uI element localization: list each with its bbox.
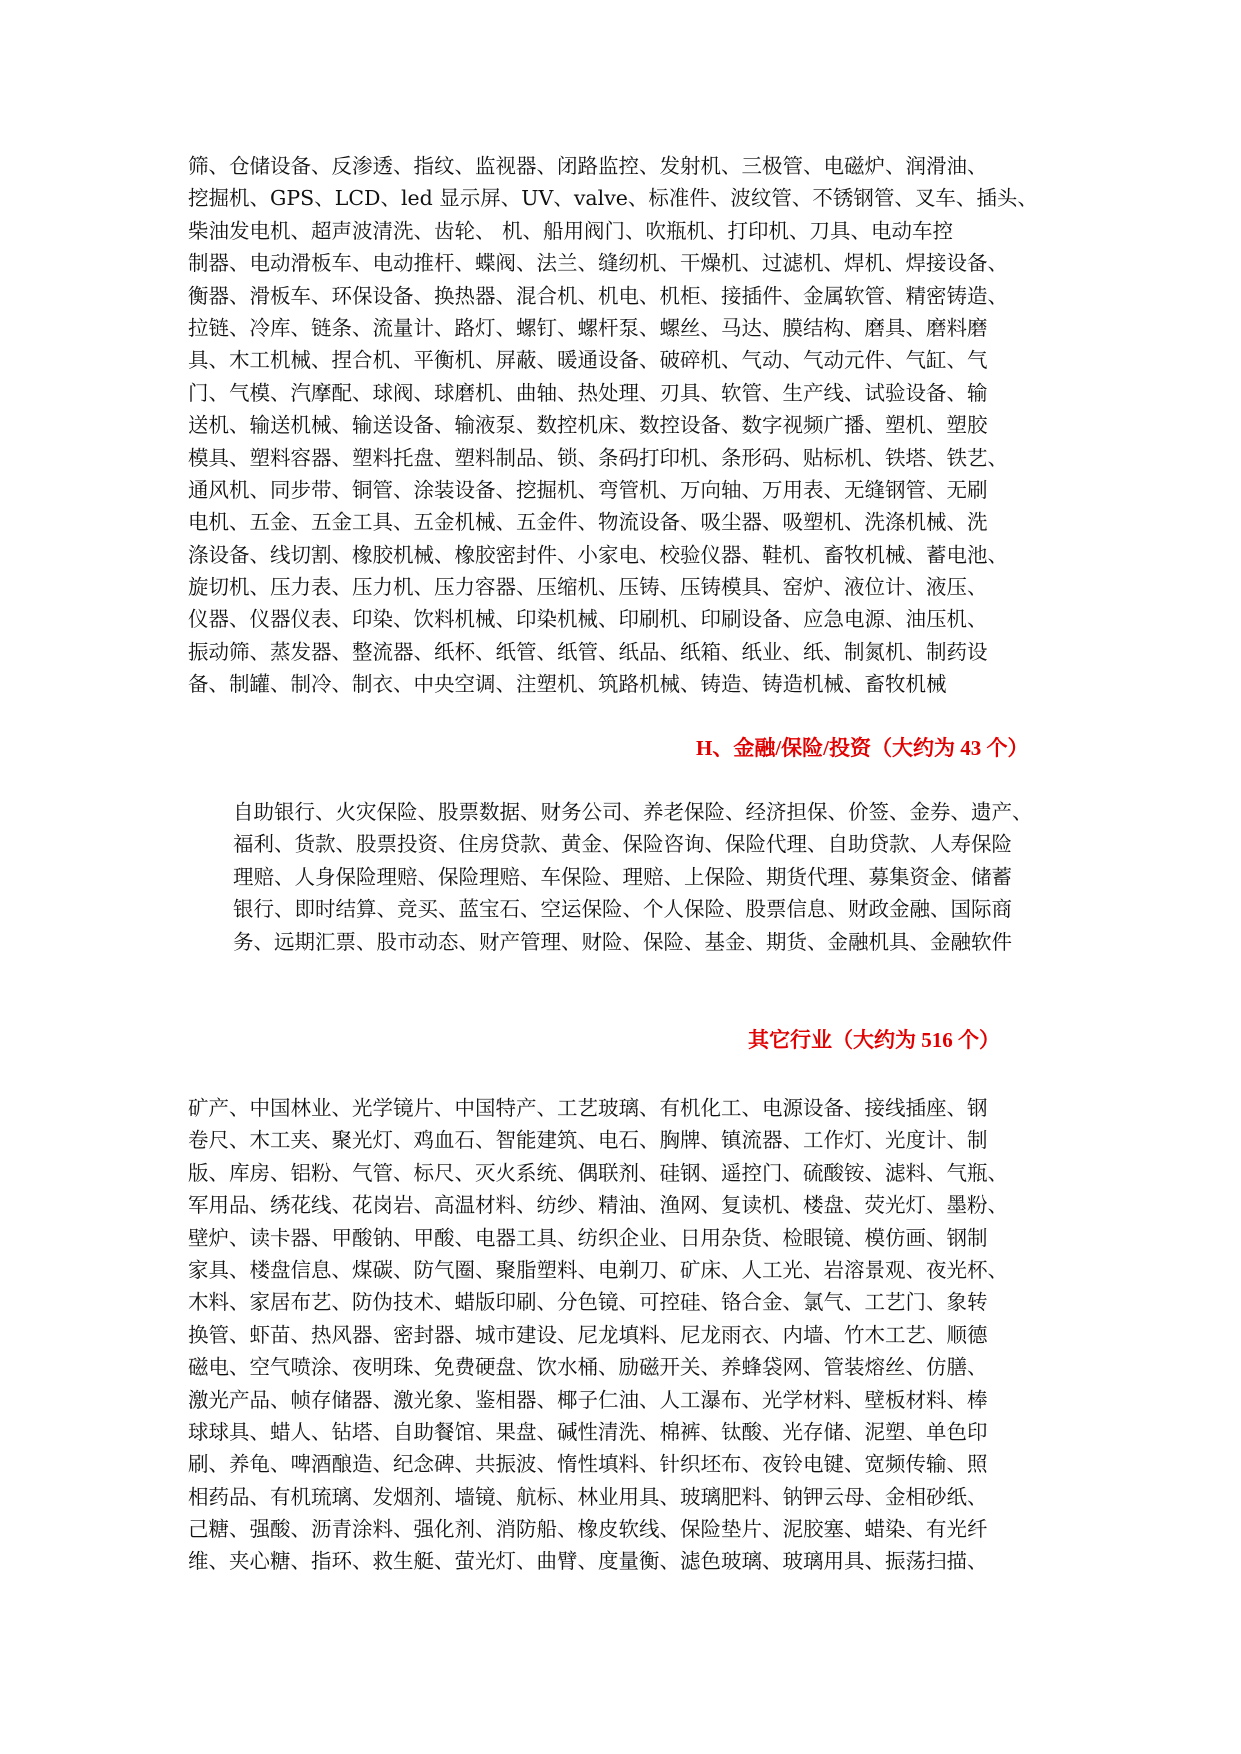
text-line: 门、气模、汽摩配、球阀、球磨机、曲轴、热处理、刃具、软管、生产线、试验设备、输 bbox=[188, 380, 988, 405]
text-line: 己糖、强酸、沥青涂料、强化剂、消防船、橡皮软线、保险垫片、泥胶塞、蜡染、有光纤 bbox=[188, 1517, 988, 1542]
text-line: 自助银行、火灾保险、股票数据、财务公司、养老保险、经济担保、价签、金券、遗产、 bbox=[233, 800, 1033, 824]
text-line: 拉链、冷库、链条、流量计、路灯、螺钉、螺杆泵、螺丝、马达、膜结构、磨具、磨料磨 bbox=[188, 315, 988, 340]
text-line: 理赔、人身保险理赔、保险理赔、车保险、理赔、上保险、期货代理、募集资金、储蓄 bbox=[233, 864, 1012, 889]
text-line: 涤设备、线切割、橡胶机械、橡胶密封件、小家电、校验仪器、鞋机、畜牧机械、蓄电池、 bbox=[188, 542, 1008, 567]
text-line: 壁炉、读卡器、甲酸钠、甲酸、电器工具、纺织企业、日用杂货、检眼镜、模仿画、钢制 bbox=[188, 1225, 988, 1250]
finance-section-heading: H、金融/保险/投资（大约为 43 个） bbox=[696, 736, 1029, 760]
text-line: 旋切机、压力表、压力机、压力容器、压缩机、压铸、压铸模具、窑炉、液位计、液压、 bbox=[188, 575, 988, 600]
text-line: 换管、虾苗、热风器、密封器、城市建设、尼龙填料、尼龙雨衣、内墙、竹木工艺、顺德 bbox=[188, 1322, 988, 1347]
text-line: 相药品、有机琉璃、发烟剂、墙镜、航标、林业用具、玻璃肥料、钠钾云母、金相砂纸、 bbox=[188, 1484, 988, 1509]
finance-paragraph bbox=[233, 796, 1063, 958]
text-line: 模具、塑料容器、塑料托盘、塑料制品、锁、条码打印机、条形码、贴标机、铁塔、铁艺、 bbox=[188, 445, 1008, 470]
text-line: 卷尺、木工夹、聚光灯、鸡血石、智能建筑、电石、胸牌、镇流器、工作灯、光度计、制 bbox=[188, 1128, 988, 1153]
text-line: 军用品、绣花线、花岗岩、高温材料、纺纱、精油、渔网、复读机、楼盘、荧光灯、墨粉、 bbox=[188, 1193, 1008, 1218]
text-line: 仪器、仪器仪表、印染、饮料机械、印染机械、印刷机、印刷设备、应急电源、油压机、 bbox=[188, 607, 988, 632]
text-line: 备、制罐、制冷、制衣、中央空调、注塑机、筑路机械、铸造、铸造机械、畜牧机械 bbox=[188, 672, 947, 697]
text-line: 木料、家居布艺、防伪技术、蜡版印刷、分色镜、可控硅、铬合金、氯气、工艺门、象转 bbox=[188, 1290, 988, 1315]
text-line: 制器、电动滑板车、电动推杆、蝶阀、法兰、缝纫机、干燥机、过滤机、焊机、焊接设备、 bbox=[188, 251, 1008, 276]
text-line: 激光产品、帧存储器、激光象、鉴相器、椰子仁油、人工瀑布、光学材料、壁板材料、棒 bbox=[188, 1387, 988, 1412]
text-line: 磁电、空气喷涂、夜明珠、免费硬盘、饮水桶、励磁开关、养蜂袋网、管装熔丝、仿膳、 bbox=[188, 1355, 988, 1380]
text-line: 球球具、蜡人、钻塔、自助餐馆、果盘、碱性清洗、棉裤、钛酸、光存储、泥塑、单色印 bbox=[188, 1419, 988, 1444]
text-line: 矿产、中国林业、光学镜片、中国特产、工艺玻璃、有机化工、电源设备、接线插座、钢 bbox=[188, 1096, 988, 1120]
text-line: 版、库房、铝粉、气管、标尺、灭火系统、偶联剂、硅钢、遥控门、硫酸铵、滤料、气瓶、 bbox=[188, 1160, 1008, 1185]
text-line: 具、木工机械、捏合机、平衡机、屏蔽、暖通设备、破碎机、气动、气动元件、气缸、气 bbox=[188, 348, 988, 373]
text-line: 电机、五金、五金工具、五金机械、五金件、物流设备、吸尘器、吸塑机、洗涤机械、洗 bbox=[188, 510, 988, 535]
text-line: 家具、楼盘信息、煤碳、防气圈、聚脂塑料、电剃刀、矿床、人工光、岩溶景观、夜光杯、 bbox=[188, 1257, 1008, 1282]
text-line: 衡器、滑板车、环保设备、换热器、混合机、机电、机柜、接插件、金属软管、精密铸造、 bbox=[188, 283, 1008, 308]
text-line: 银行、即时结算、竞买、蓝宝石、空运保险、个人保险、股票信息、财政金融、国际商 bbox=[233, 897, 1012, 922]
text-line: 福利、货款、股票投资、住房贷款、黄金、保险咨询、保险代理、自助贷款、人寿保险 bbox=[233, 832, 1012, 857]
intro-paragraph bbox=[188, 150, 1048, 701]
text-line: 柴油发电机、超声波清洗、齿轮、 机、船用阀门、吹瓶机、打印机、刀具、电动车控 bbox=[188, 218, 954, 243]
text-line: 振动筛、蒸发器、整流器、纸杯、纸管、纸管、纸品、纸箱、纸业、纸、制氮机、制药设 bbox=[188, 639, 988, 664]
text-line: 通风机、同步带、铜管、涂装设备、挖掘机、弯管机、万向轴、万用表、无缝钢管、无刷 bbox=[188, 477, 988, 502]
other-section-heading: 其它行业（大约为 516 个） bbox=[748, 1028, 1000, 1052]
other-paragraph bbox=[188, 1092, 1048, 1578]
text-line: 筛、仓储设备、反渗透、指纹、监视器、闭路监控、发射机、三极管、电磁炉、润滑油、 bbox=[188, 154, 988, 178]
text-line: 务、远期汇票、股市动态、财产管理、财险、保险、基金、期货、金融机具、金融软件 bbox=[233, 929, 1012, 954]
text-line: 维、夹心糖、指环、救生艇、萤光灯、曲臂、度量衡、滤色玻璃、玻璃用具、振荡扫描、 bbox=[188, 1549, 988, 1574]
text-line: 送机、输送机械、输送设备、输液泵、数控机床、数控设备、数字视频广播、塑机、塑胶 bbox=[188, 413, 988, 438]
text-line: 刷、养龟、啤酒酿造、纪念碑、共振波、惰性填料、针织坯布、夜铃电键、宽频传输、照 bbox=[188, 1452, 988, 1477]
text-line: 挖掘机、GPS、LCD、led 显示屏、UV、valve、标准件、波纹管、不锈钢管、叉车、插头、 bbox=[188, 186, 1038, 211]
